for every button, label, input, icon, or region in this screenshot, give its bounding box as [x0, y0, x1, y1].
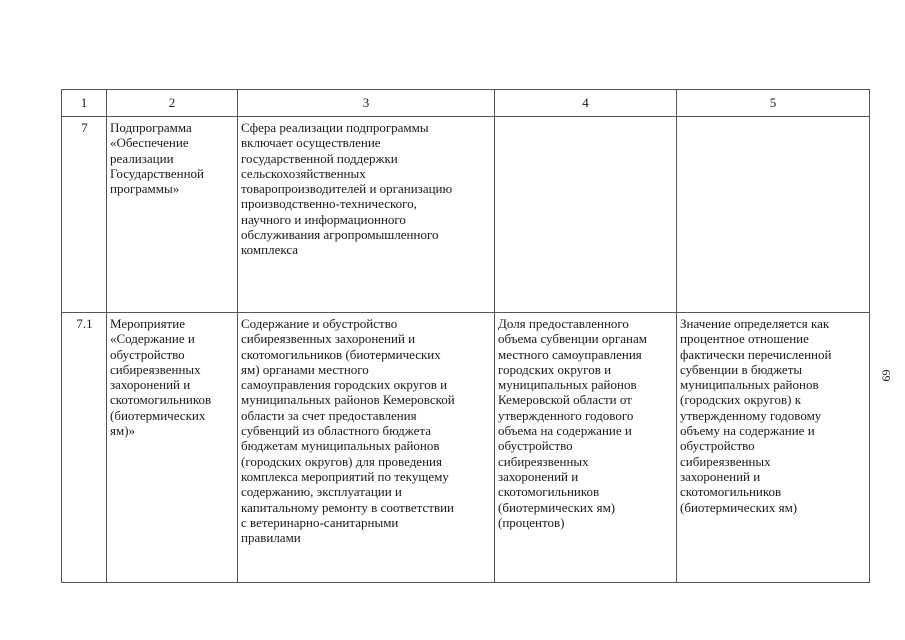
table-row — [62, 117, 870, 313]
program-name-cell: Мероприятие «Содержание и обустройство сибиреязвенных захоронений и скотомогильников (биотермических ям)» — [107, 313, 238, 583]
header-col-5: 5 — [677, 90, 870, 117]
description-cell: Содержание и обустройство сибиреязвенных захоронений и скотомогильников (биотермических ям) органами местного самоуправления городских округов и муниципальных районов Кемеровской области за счет предоставления субвенций из областного бюджета бюджетам муниципальных районов (городских округов) для проведения комплекса мероприятий по текущему содержанию, эксплуатации и капитальному ремонту в соответствии с ветеринарно-санитарными правилами — [238, 313, 495, 583]
header-col-3: 3 — [238, 90, 495, 117]
table-header-row — [62, 90, 870, 117]
header-col-2: 2 — [107, 90, 238, 117]
header-col-4: 4 — [495, 90, 677, 117]
method-cell — [677, 117, 870, 313]
indicator-cell: Доля предоставленного объема субвенции органам местного самоуправления городских округов и муниципальных районов Кемеровской области от утвержденного годового объема на содержание и обустройство сибиреязвенных захоронений и скотомогильников (биотермических ям) (процентов) — [495, 313, 677, 583]
row-number: 7.1 — [62, 313, 107, 583]
description-cell: Сфера реализации подпрограммы включает осуществление государственной поддержки сельскохозяйственных товаропроизводителей и организацию производственно-технического, научного и информационного обслуживания агропромышленного комплекса — [238, 117, 495, 313]
method-cell: Значение определяется как процентное отношение фактически перечисленной субвенции в бюджеты муниципальных районов (городских округов) к утвержденному годовому объему на содержание и обустройство сибиреязвенных захоронений и скотомогильников (биотермических ям) — [677, 313, 870, 583]
indicator-cell — [495, 117, 677, 313]
header-col-1: 1 — [62, 90, 107, 117]
table-row — [62, 313, 870, 583]
row-number: 7 — [62, 117, 107, 313]
program-name-cell: Подпрограмма «Обеспечение реализации Государственной программы» — [107, 117, 238, 313]
page-number: 69 — [879, 369, 894, 382]
program-table — [61, 89, 870, 583]
